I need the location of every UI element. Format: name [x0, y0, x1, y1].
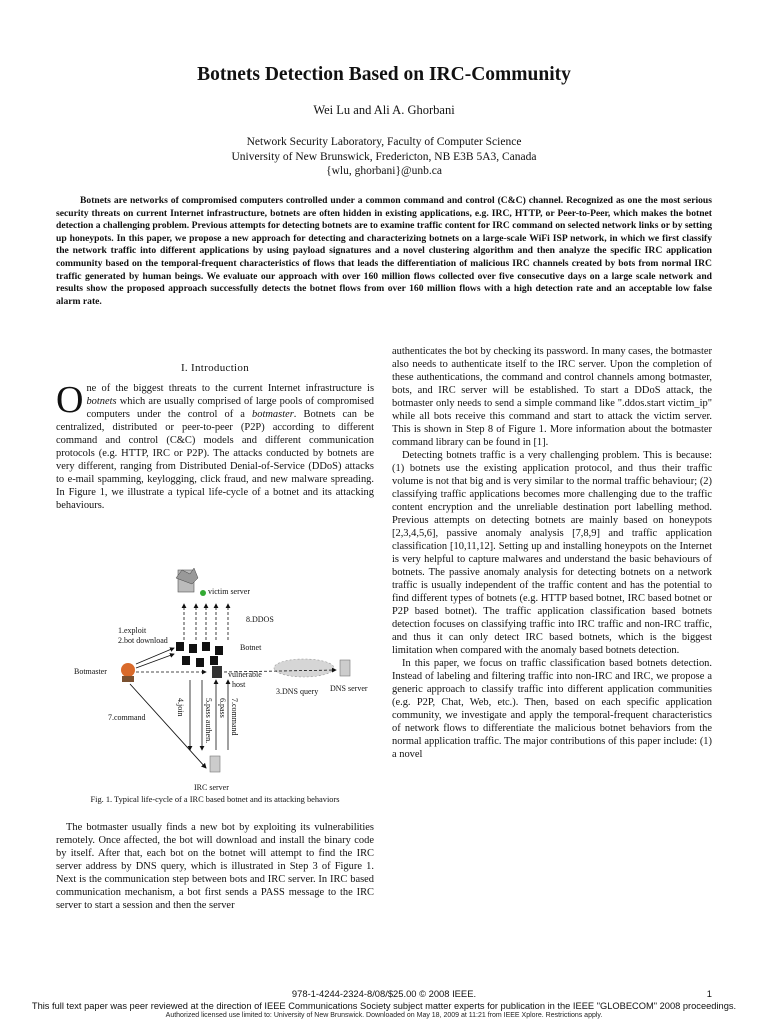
footer-isbn: 978-1-4244-2324-8/08/$25.00 © 2008 IEEE.	[291, 988, 477, 999]
right-paragraph-2: Detecting botnets traffic is a very challenging problem. This is because: (1) botnets use the existing application protocol, and thus their traffic volume is not that big and is very similar to the normal traffic behaviour; (2) classifying traffic applications becomes more challenging due to the traffic content encryption and the unreliable destination port labelling method. Previous attempts on detecting botnets are mainly based on honeypots [2,3,4,5,6], passive anomaly analysis [7,8,9] and traffic application classification [10,11,12]. Setting up and installing honeypots on the Internet is very helpful to capture malwares and understand the basic behaviours of botnets. The passive anomaly analysis for detecting botnets on a network traffic is usually independent of the traffic content and has the potential to find different types of botnets (e.g. HTTP based botnet, IRC based botnet or P2P based botnet). The traffic application classification based botnets detection focuses on classifying traffic into IRC traffic and non-IRC traffic, and thus it can only detect IRC based botnets, which is the biggest limitation when compared with the anomaly based botnets detection.	[392, 449, 712, 656]
label-join: 4.join	[176, 698, 185, 717]
label-irc-server: IRC server	[194, 783, 229, 792]
right-paragraph-3: In this paper, we focus on traffic classification based botnets detection. Instead of labeling and filtering traffic into non-IRC and IRC, we propose a generic approach to classify traffic into different application communities (e.g. P2P, Chat, Web, etc.). Then, based on each specific application community, we investigate and apply the temporal-frequent characteristics of network flows to differentiate the malicious botnet behaviors from the normal application traffic. The major contributions of this paper include: (1) a novel	[392, 657, 712, 760]
affiliation-emails: {wlu, ghorbani}@unb.ca	[326, 165, 442, 177]
label-host: host	[232, 680, 246, 689]
dns-server-icon	[340, 660, 350, 676]
footer-review-note: This full text paper was peer reviewed at the direction of IEEE Communications Society subject matter experts for publication in the IEEE "GLOBECOM" 2008 proceedings.	[31, 1001, 737, 1011]
affiliation-line-2: University of New Brunswick, Fredericton, NB E3B 5A3, Canada	[231, 150, 537, 163]
section-heading-introduction: I. Introduction	[180, 362, 250, 374]
affiliation-line-1: Network Security Laboratory, Faculty of Computer Science	[246, 136, 522, 148]
term-botmaster: botmaster	[252, 408, 294, 420]
paper-title: Botnets Detection Based on IRC-Community	[197, 64, 571, 85]
label-vulnerable: vulnerable	[228, 670, 262, 679]
right-column	[392, 346, 712, 762]
intro-paragraph-2: The botmaster usually finds a new bot by exploiting its vulnerabilities remotely. Once affected, the bot will download and install the binary code by itself. After that, each bot on the botnet will attempt to find the IRC server address by DNS query, which is illustrated in Step 3 of Figure 1. Next is the communication step between bots and IRC server. In IRC based communication mechanism, a bot first sends a PASS message to the IRC server to start a session and then the server	[56, 822, 374, 911]
irc-server-icon	[210, 756, 220, 772]
ddos-arrows	[184, 604, 228, 640]
label-botnet: Botnet	[240, 643, 262, 652]
right-paragraph-1: authenticates the bot by checking its password. In many cases, the botmaster also needs to authenticate itself to the IRC server. Upon the completion of these authentications, the command and control channels among botmaster, bots, and IRC server will be established. To start a DDoS attack, the botmaster only needs to send a simple command like ".ddos.start victim_ip" while all bots receive this command and start to attack the victim server. This is shown in Step 8 of Figure 1. More information about the botmaster command library can be found in [1].	[392, 346, 712, 448]
label-pass: 6.pass	[218, 698, 227, 718]
intro-text-b: which are usually comprised of large pools of compromised computers under the control of a	[86, 395, 374, 420]
abstract: Botnets are networks of compromised computers controlled under a common command and control (C&C) channel. Recognized as one the most serious security threats on current Internet infrastructure, botnets are often hidden in existing applications, e.g. IRC, HTTP, or Peer-to-Peer, which makes the botnet detection a challenging problem. Previous attempts for detecting botnets are to examine traffic content for IRC command on selected network links or by setting up honeypots. In this paper, we propose a new approach for detecting and characterizing botnets on a large-scale WiFi ISP network, in which we first classify the network traffic into different applications by using payload signatures and a novel clustering algorithm and then analyze the specific IRC application community based on the temporal-frequent characteristics of flows that leads the differentiation of malicious IRC channels created by bots from normal IRC traffic generated by human beings. We evaluate our approach with over 160 million flows collected over five consecutive days on a large scale network and results show the proposed approach successfully detects the botnet flows from over 160 million flows with a high detection rate and an acceptable low false alarm rate.	[56, 195, 712, 307]
botnet-hosts	[176, 642, 223, 667]
label-dns-server: DNS server	[330, 684, 368, 693]
vulnerable-host-icon	[212, 666, 222, 678]
label-bot-download: 2.bot download	[118, 636, 168, 645]
label-botmaster: Botmaster	[74, 667, 107, 676]
internet-cloud	[274, 659, 334, 677]
intro-text-a: ne of the biggest threats to the current Internet infrastructure is	[86, 382, 374, 394]
intro-text-c: . Botnets can be centralized, distributed or peer-to-peer (P2P) according to different command and control (C&C) models and different communication protocols (e.g. HTTP, IRC or P2P). The attacks conducted by botnets are very different, ranging from Distributed Denial-of-Service (DDoS) attacks to e-mail spamming, keylogging, click fraud, and new malware spreading. In Figure 1, we illustrate a typical life-cycle of a botnet and its attacking behaviours.	[56, 408, 374, 511]
figure-1-botnet-lifecycle	[56, 560, 374, 792]
left-column-top	[56, 362, 374, 513]
label-victim-server: victim server	[208, 587, 250, 596]
page-number: 1	[706, 988, 712, 999]
footer-license: Authorized licensed use limited to: University of New Brunswick. Downloaded on May 18, 2009 at 11:21 from IEEE Xplore. Restrictions apply.	[165, 1012, 603, 1019]
label-command-botmaster: 7.command	[108, 713, 146, 722]
label-ddos: 8.DDOS	[246, 615, 274, 624]
label-exploit: 1.exploit	[118, 626, 147, 635]
intro-paragraph-1	[56, 378, 374, 513]
victim-server-icon	[176, 568, 206, 596]
label-command-bots: 7.command	[230, 698, 239, 736]
label-dns-query: 3.DNS query	[276, 687, 319, 696]
left-column-bottom	[56, 822, 374, 913]
paper-authors: Wei Lu and Ali A. Ghorbani	[313, 103, 455, 117]
term-botnets: botnets	[86, 395, 117, 407]
drop-cap: O	[56, 378, 84, 421]
botmaster-icon	[121, 663, 135, 682]
figure-1-caption: Fig. 1. Typical life-cycle of a IRC based botnet and its attacking behaviors	[90, 795, 340, 804]
affiliation	[0, 135, 768, 179]
label-pass-authen: 5.pass authen.	[204, 698, 213, 744]
